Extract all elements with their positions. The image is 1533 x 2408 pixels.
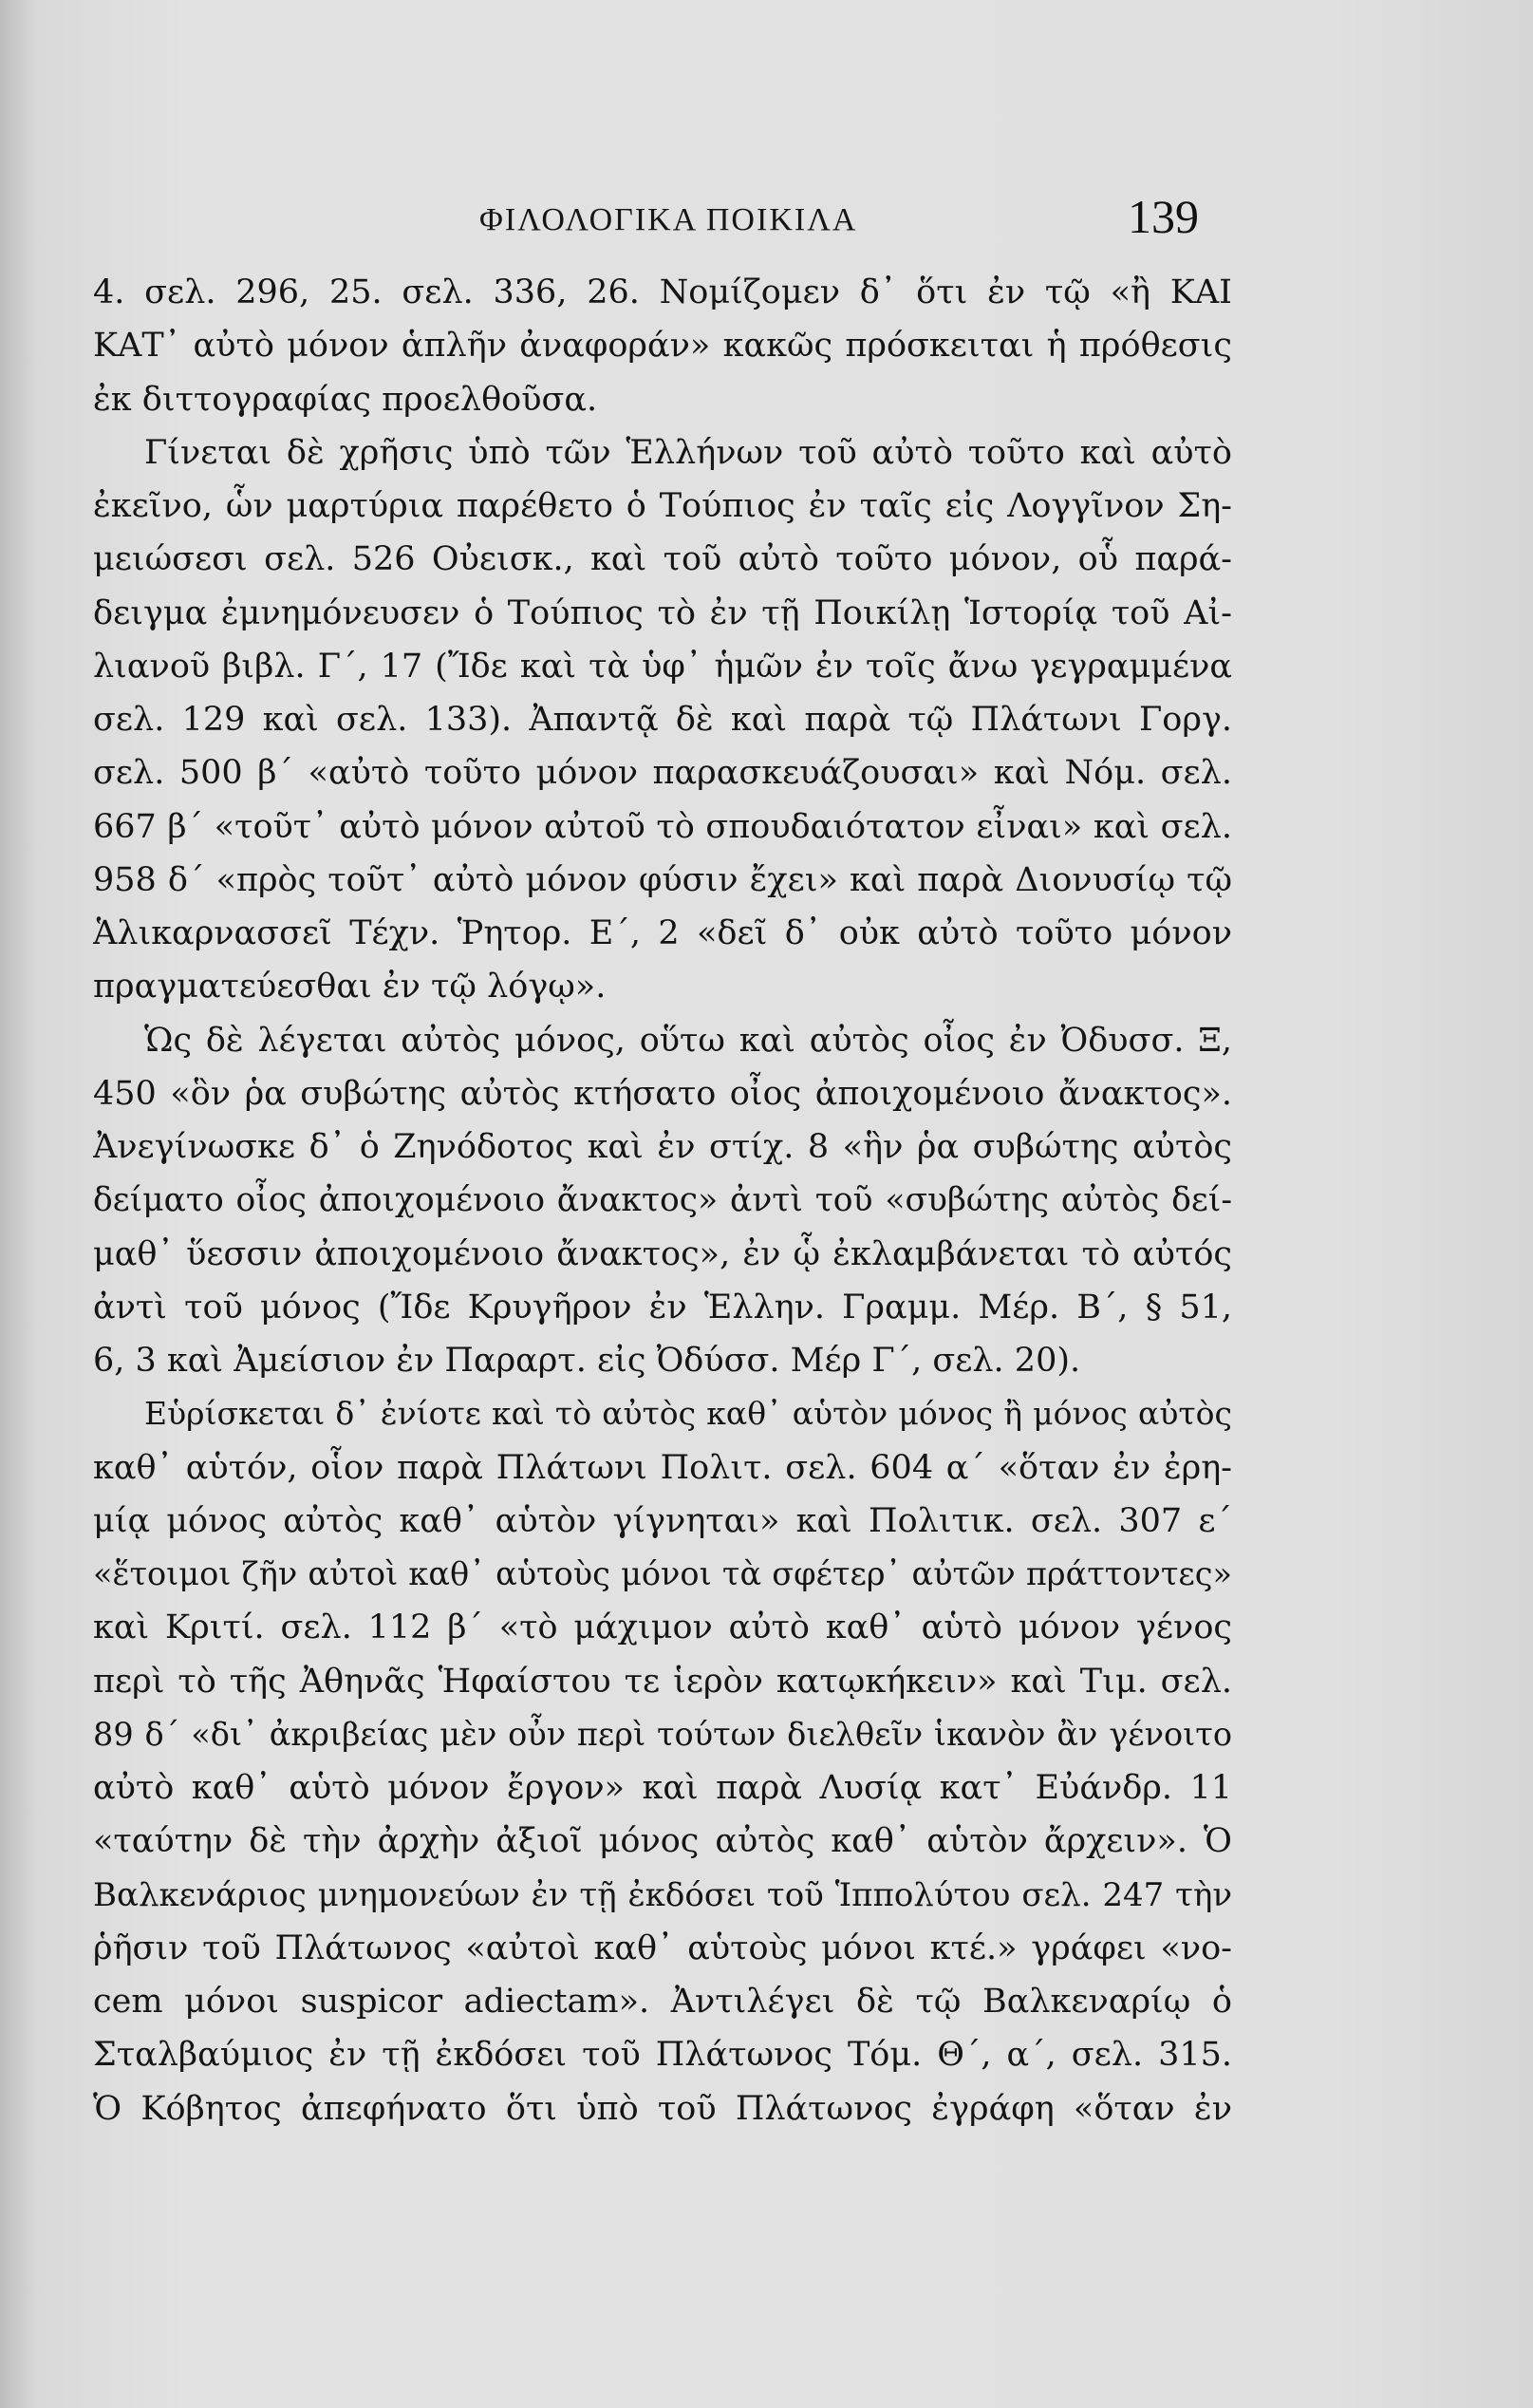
- text-line: ῥῆσιν τοῦ Πλάτωνος «αὐτοὶ καθ᾽ αὑτοὺς μόνοι κτέ.» γράφει «νο-: [93, 1928, 1232, 1967]
- text-line: περὶ τὸ τῆς Ἀθηνᾶς Ἡφαίστου τε ἱερὸν κατῳκήκειν» καὶ Τιμ. σελ.: [93, 1662, 1232, 1701]
- text-line: μίᾳ μόνος αὐτὸς καθ᾽ αὑτὸν γίγνηται» καὶ Πολιτικ. σελ. 307 ε´: [93, 1501, 1232, 1540]
- text-line: «ταύτην δὲ τὴν ἀρχὴν ἀξιοῖ μόνος αὐτὸς καθ᾽ αὑτὸν ἄρχειν». Ὁ: [93, 1822, 1232, 1861]
- text-line: αὐτὸ καθ᾽ αὑτὸ μόνον ἔργον» καὶ παρὰ Λυσίᾳ κατ᾽ Εὐάνδρ. 11: [93, 1769, 1232, 1807]
- text-line: 89 δ´ «δι᾽ ἀκριβείας μὲν οὖν περὶ τούτων διελθεῖν ἱκανὸν ἂν γένοιτο: [93, 1715, 1232, 1753]
- text-line: μαθ᾽ ὕεσσιν ἀποιχομένοιο ἄνακτος», ἐν ᾧ ἐκλαμβάνεται τὸ αὐτός: [93, 1234, 1232, 1273]
- text-line: 958 δ´ «πρὸς τοῦτ᾽ αὐτὸ μόνον φύσιν ἔχει» καὶ παρὰ Διονυσίῳ τῷ: [93, 860, 1232, 899]
- text-line: σελ. 129 καὶ σελ. 133). Ἀπαντᾷ δὲ καὶ παρὰ τῷ Πλάτωνι Γοργ.: [93, 701, 1232, 739]
- text-line: ἐκεῖνο, ὧν μαρτύρια παρέθετο ὁ Τούπιος ἐν ταῖς εἰς Λογγῖνον Ση-: [93, 487, 1232, 525]
- page-number: 139: [1128, 190, 1199, 243]
- text-line: 6, 3 καὶ Ἀμείσιον ἐν Παραρτ. εἰς Ὀδύσσ. Μέρ Γ´, σελ. 20).: [93, 1342, 1081, 1380]
- text-line: Ὁ Κόβητος ἀπεφήνατο ὅτι ὑπὸ τοῦ Πλάτωνος ἐγράφη «ὅταν ἐν: [93, 2089, 1232, 2128]
- text-line: Σταλβαύμιος ἐν τῇ ἐκδόσει τοῦ Πλάτωνος Τόμ. Θ´, α´, σελ. 315.: [93, 2036, 1232, 2075]
- text-line: 4. σελ. 296, 25. σελ. 336, 26. Νομίζομεν δ᾽ ὅτι ἐν τῷ «ἢ ΚΑΙ: [93, 273, 1232, 311]
- text-line: cem μόνοι suspicor adiectam». Ἀντιλέγει δὲ τῷ Βαλκεναρίῳ ὁ: [93, 1983, 1232, 2021]
- text-line: Ὡς δὲ λέγεται αὐτὸς μόνος, οὕτω καὶ αὐτὸς οἶος ἐν Ὀδυσσ. Ξ,: [144, 1021, 1232, 1060]
- text-line: Ἁλικαρνασσεῖ Τέχν. Ῥητορ. Ε´, 2 «δεῖ δ᾽ οὐκ αὐτὸ τοῦτο μόνον: [93, 914, 1232, 952]
- body-text: [93, 266, 1232, 2135]
- running-title: ΦΙΛΟΛΟΓΙΚΑ ΠΟΙΚΙΛΑ: [479, 202, 858, 237]
- text-line: ΚΑΤ᾽ αὐτὸ μόνον ἁπλῆν ἀναφοράν» κακῶς πρόσκειται ἡ πρόθεσις: [93, 327, 1232, 366]
- text-line: «ἕτοιμοι ζῆν αὐτοὶ καθ᾽ αὑτοὺς μόνοι τὰ σφέτερ᾽ αὐτῶν πράττοντες»: [93, 1555, 1232, 1592]
- text-line: 450 «ὃν ῥα συβώτης αὐτὸς κτήσατο οἶος ἀποιχομένοιο ἄνακτος».: [93, 1074, 1232, 1113]
- text-line: 667 β´ «τοῦτ᾽ αὐτὸ μόνον αὐτοῦ τὸ σπουδαιότατον εἶναι» καὶ σελ.: [93, 807, 1232, 846]
- text-line: ἐκ διττογραφίας προελθοῦσα.: [93, 380, 598, 419]
- text-line: πραγματεύεσθαι ἐν τῷ λόγῳ».: [93, 968, 607, 1006]
- text-line: Γίνεται δὲ χρῆσις ὑπὸ τῶν Ἑλλήνων τοῦ αὐτὸ τοῦτο καὶ αὐτὸ: [144, 433, 1232, 472]
- text-line: καὶ Κριτί. σελ. 112 β´ «τὸ μάχιμον αὐτὸ καθ᾽ αὑτὸ μόνον γένος: [93, 1608, 1232, 1647]
- text-line: ἀντὶ τοῦ μόνος (Ἴδε Κρυγῆρον ἐν Ἑλλην. Γραμμ. Μέρ. Β´, § 51,: [93, 1288, 1232, 1326]
- text-line: δειγμα ἐμνημόνευσεν ὁ Τούπιος τὸ ἐν τῇ Ποικίλῃ Ἱστορίᾳ τοῦ Αἰ-: [93, 593, 1232, 632]
- text-line: δείματο οἶος ἀποιχομένοιο ἄνακτος» ἀντὶ τοῦ «συβώτης αὐτὸς δεί-: [93, 1181, 1232, 1220]
- text-line: Βαλκενάριος μνημονεύων ἐν τῇ ἐκδόσει τοῦ Ἱππολύτου σελ. 247 τὴν: [93, 1875, 1232, 1914]
- text-line: σελ. 500 β´ «αὐτὸ τοῦτο μόνον παρασκευάζουσαι» καὶ Νόμ. σελ.: [93, 754, 1232, 793]
- text-line: λιανοῦ βιβλ. Γ´, 17 (Ἴδε καὶ τὰ ὑφ᾽ ἡμῶν ἐν τοῖς ἄνω γεγραμμένα: [93, 647, 1232, 686]
- page-header: [0, 185, 1533, 252]
- text-line: Ἀνεγίνωσκε δ᾽ ὁ Ζηνόδοτος καὶ ἐν στίχ. 8 «ἣν ῥα συβώτης αὐτὸς: [93, 1128, 1232, 1166]
- text-line: μειώσεσι σελ. 526 Οὐεισκ., καὶ τοῦ αὐτὸ τοῦτο μόνον, οὗ παρά-: [93, 540, 1232, 579]
- text-line: Εὑρίσκεται δ᾽ ἐνίοτε καὶ τὸ αὐτὸς καθ᾽ αὑτὸν μόνος ἢ μόνος αὐτὸς: [144, 1395, 1232, 1433]
- text-line: καθ᾽ αὑτόν, οἷον παρὰ Πλάτωνι Πολιτ. σελ. 604 α´ «ὅταν ἐν ἐρη-: [93, 1448, 1232, 1487]
